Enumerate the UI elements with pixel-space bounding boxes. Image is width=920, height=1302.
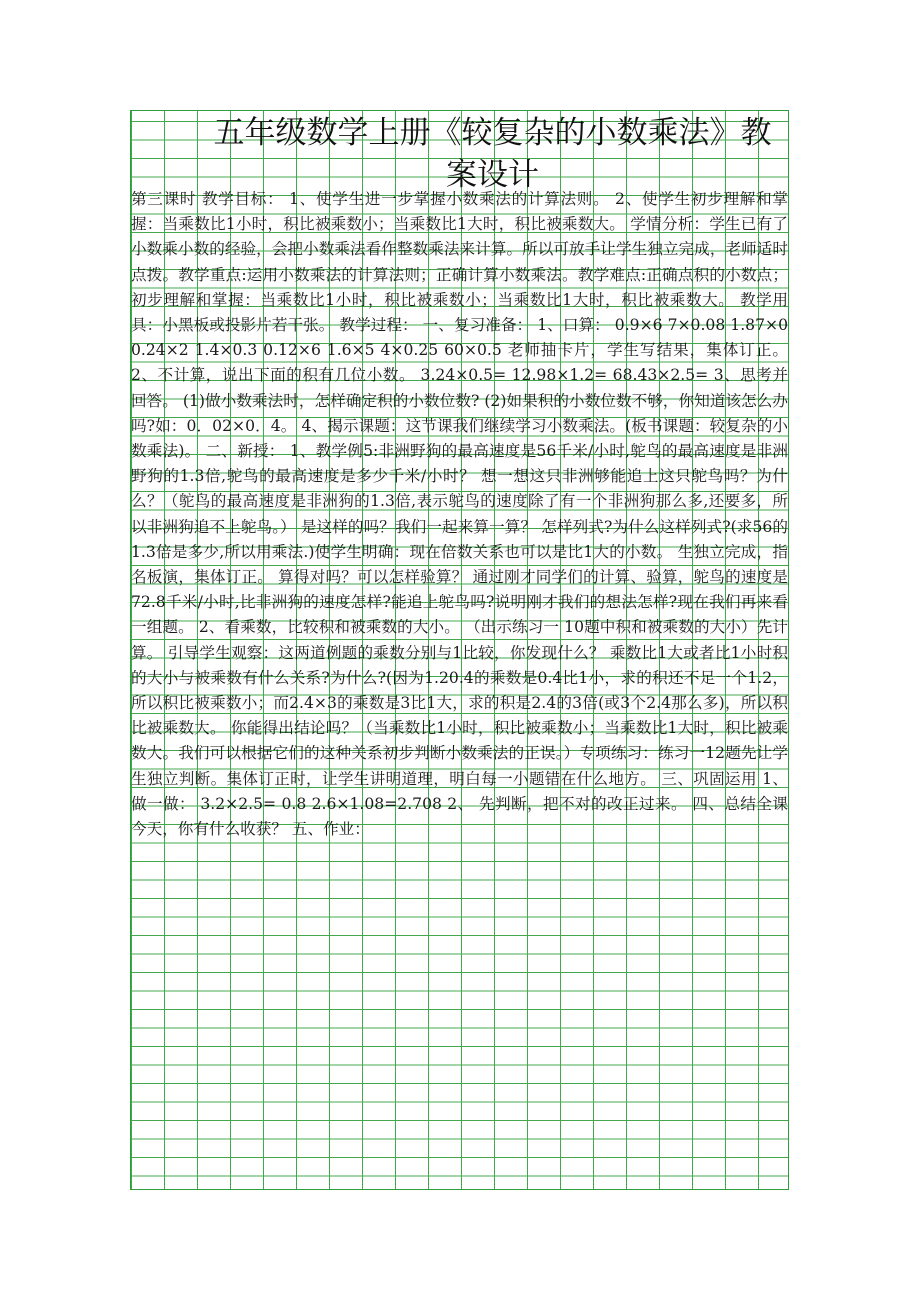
lesson-plan-body: 第三课时 教学目标： 1、使学生进一步掌握小数乘法的计算法则。 2、使学生初步理解和掌握：当乘数比1小时，积比被乘数小；当乘数比1大时，积比被乘数大。 学情分析：学生已有了小数乘小数的经验，会把小数乘法看作整数乘法来计算。所以可放手让学生独立完成，老师适时点拨。教学重点:运用小数乘法的计算法则；正确计算小数乘法。教学难点:正确点积的小数点；初步理解和掌握：当乘数比1小时，积比被乘数小；当乘数比1大时，积比被乘数大。 教学用具：小黑板或投影片若干张。 教学过程： 一、复习准备： 1、口算： 0.9×6 7×0.08 1.87×0 0.24×2 1.4×0.3 0.12×6 1.6×5 4×0.25 60×0.5 老师抽卡片，学生写结果，集体订正。 2、不计算，说出下面的积有几位小数。 3.24×0.5= 12.98×1.2= 68.43×2.5= 3、思考并回答。 (1)做小数乘法时，怎样确定积的小数位数? (2)如果积的小数位数不够，你知道该怎么办吗?如：0．02×0．4。 4、揭示课题：这节课我们继续学习小数乘法。(板书课题：较复杂的小数乘法)。 二、新授： 1、教学例5:非洲野狗的最高速度是56千米/小时,鸵鸟的最高速度是非洲野狗的1.3倍,鸵鸟的最高速度是多少千米/小时？ 想一想这只非洲够能追上这只鸵鸟吗？为什么？（鸵鸟的最高速度是非洲狗的1.3倍,表示鸵鸟的速度除了有一个非洲狗那么多,还要多，所以非洲狗追不上鸵鸟。） 是这样的吗？我们一起来算一算？ 怎样列式?为什么这样列式?(求56的1.3倍是多少,所以用乘法.)使学生明确：现在倍数关系也可以是比1大的小数。 生独立完成，指名板演，集体订正。 算得对吗？可以怎样验算？ 通过刚才同学们的计算、验算，鸵鸟的速度是72.8千米/小时,比非洲狗的速度怎样?能追上鸵鸟吗?说明刚才我们的想法怎样?现在我们再来看一组题。 2、看乘数，比较积和被乘数的大小。 （出示练习一 10题中积和被乘数的大小）先计算。 引导学生观察：这两道例题的乘数分别与1比较，你发现什么？ 乘数比1大或者比1小时积的大小与被乘数有什么关系?为什么?(因为1.20.4的乘数是0.4比1小，求的积还不足一个1.2，所以积比被乘数小；而2.4×3的乘数是3比1大，求的积是2.4的3倍(或3个2.4那么多)，所以积比被乘数大。 你能得出结论吗？（当乘数比1小时，积比被乘数小；当乘数比1大时，积比被乘数大。我们可以根据它们的这种关系初步判断小数乘法的正误。）专项练习：练习一12题先让学生独立判断。集体订正时，让学生讲明道理，明白每一小题错在什么地方。 三、巩固运用 1、做一做： 3.2×2.5= 0.8 2.6×1.08=2.708 2、 先判断，把不对的改正过来。 四、总结全课 今天，你有什么收获？ 五、作业： xyxy=(131,190,788,839)
page-title: 五年级数学上册《较复杂的小数乘法》教案设计 xyxy=(213,115,772,193)
